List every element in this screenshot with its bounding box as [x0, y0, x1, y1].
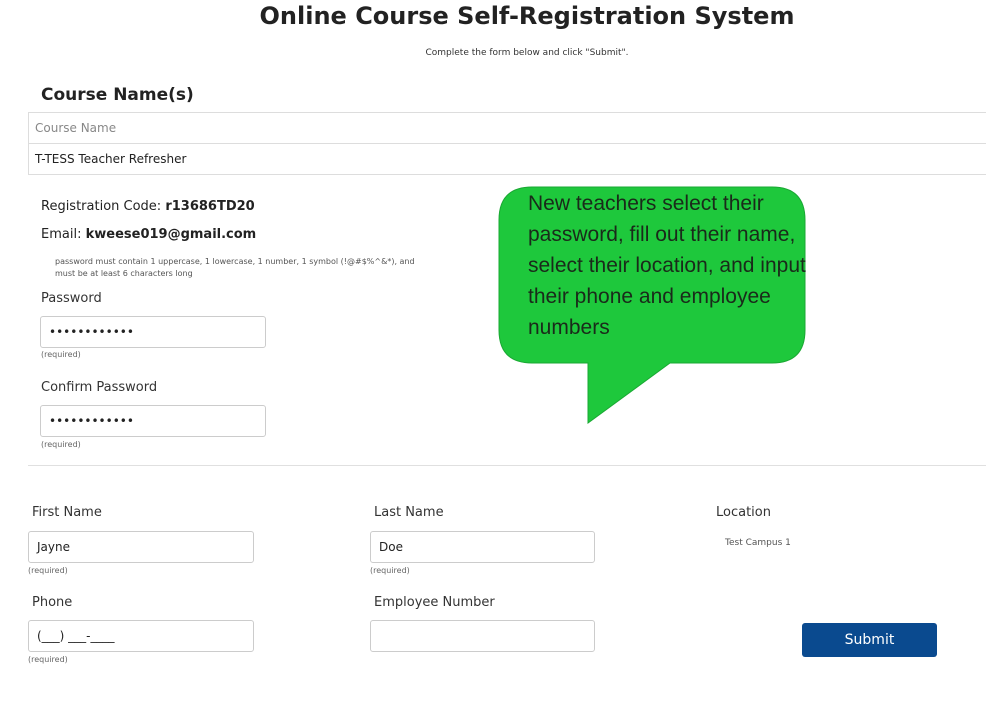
password-required-note: (required) — [41, 350, 81, 359]
email-value: kweese019@gmail.com — [85, 227, 257, 242]
first-name-required-note: (required) — [28, 566, 68, 575]
section-divider — [28, 465, 986, 466]
confirm-password-label: Confirm Password — [41, 380, 158, 395]
password-hint: password must contain 1 uppercase, 1 lowercase, 1 number, 1 symbol (!@#$%^&*), and must be at least 6 characters long — [55, 257, 415, 278]
last-name-field[interactable]: Doe — [370, 531, 595, 563]
email-label: Email: — [41, 227, 82, 242]
instruction-callout — [498, 186, 806, 426]
employee-number-label: Employee Number — [374, 595, 495, 610]
registration-code-label: Registration Code: — [41, 199, 162, 214]
course-table — [28, 112, 986, 175]
last-name-required-note: (required) — [370, 566, 410, 575]
page-title: Online Course Self-Registration System — [259, 2, 795, 30]
registration-code-line — [41, 199, 255, 214]
email-line — [41, 227, 256, 242]
callout-text: New teachers select their password, fill out their name, select their location, and input their phone and employee numbers — [528, 192, 806, 339]
first-name-label: First Name — [32, 505, 102, 520]
course-table-header: Course Name — [29, 113, 986, 144]
location-label: Location — [716, 505, 771, 520]
page-subtitle: Complete the form below and click "Submit". — [425, 48, 629, 58]
first-name-field[interactable]: Jayne — [28, 531, 254, 563]
phone-required-note: (required) — [28, 655, 68, 664]
employee-number-field[interactable] — [370, 620, 595, 652]
registration-code-value: r13686TD20 — [165, 199, 255, 214]
location-option[interactable]: Test Campus 1 — [725, 538, 791, 548]
phone-field[interactable]: (___) ___-____ — [28, 620, 254, 652]
course-names-heading: Course Name(s) — [41, 85, 194, 105]
phone-label: Phone — [32, 595, 73, 610]
submit-button[interactable]: Submit — [802, 623, 937, 657]
confirm-password-required-note: (required) — [41, 440, 81, 449]
confirm-password-field[interactable]: •••••••••••• — [40, 405, 266, 437]
course-table-row: T-TESS Teacher Refresher — [29, 144, 986, 175]
password-field[interactable]: •••••••••••• — [40, 316, 266, 348]
last-name-label: Last Name — [374, 505, 444, 520]
password-label: Password — [41, 291, 102, 306]
